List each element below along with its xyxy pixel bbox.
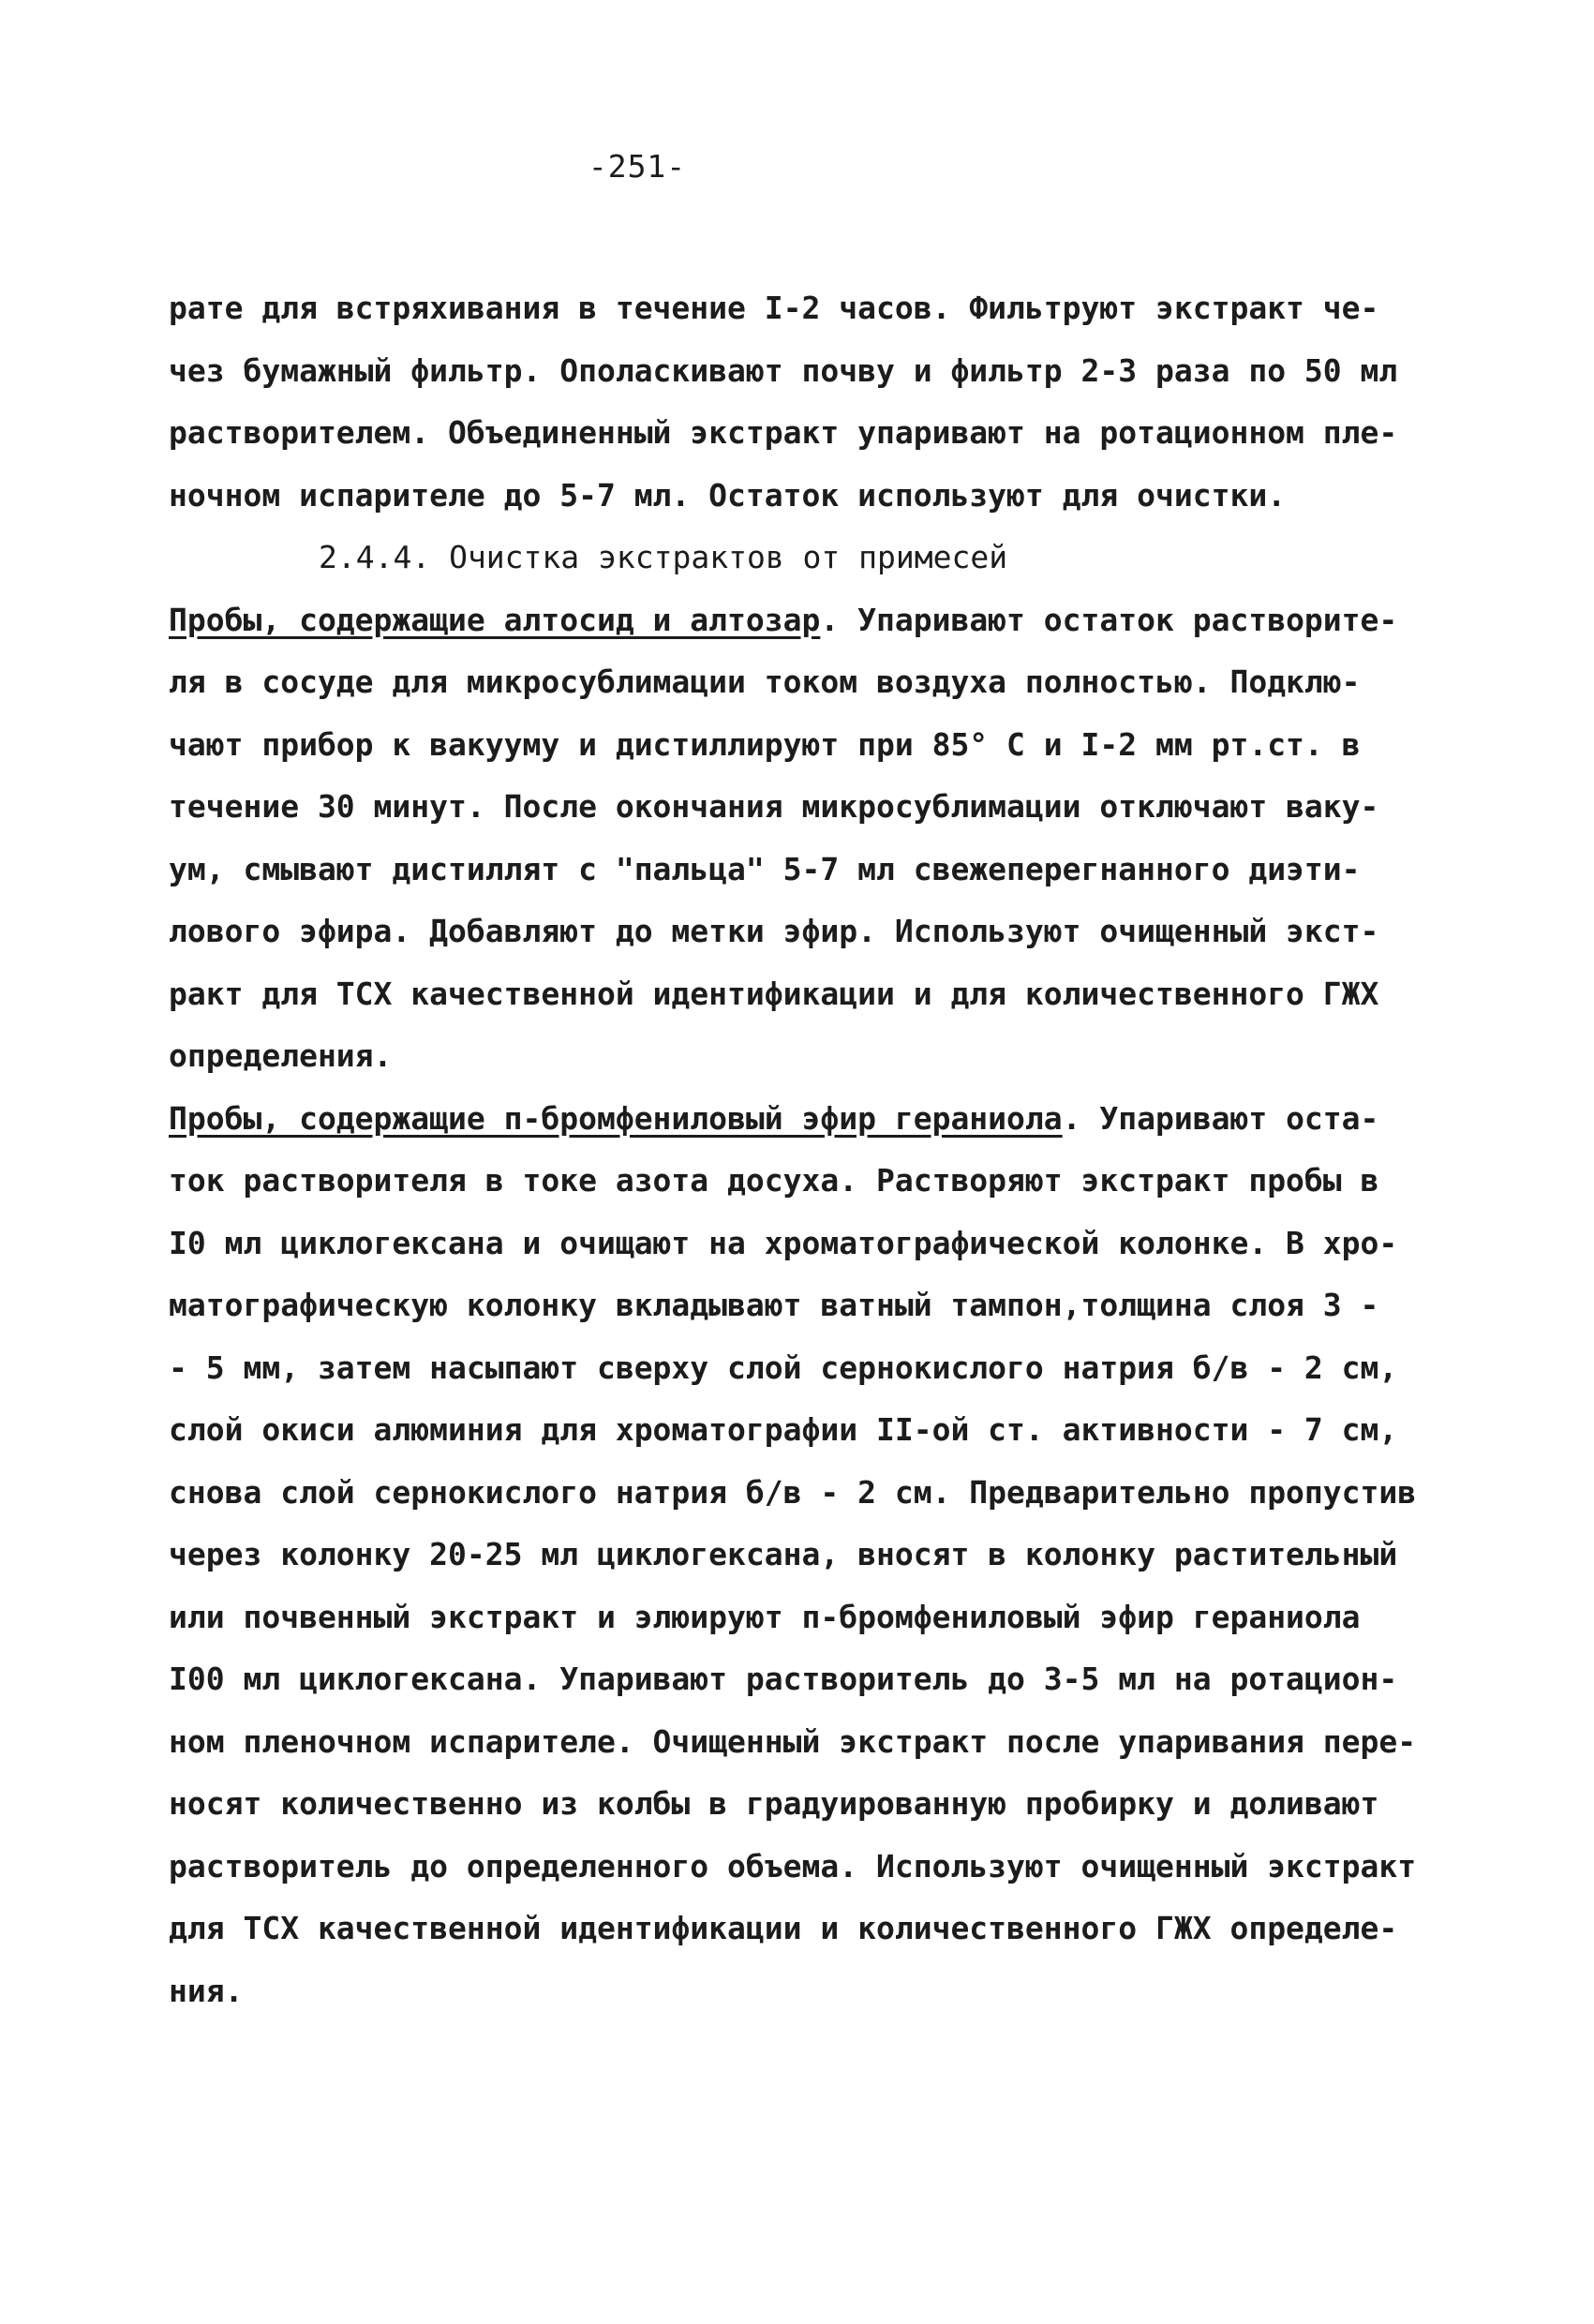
paragraph1-line-4: ночном испарителе до 5-7 мл. Остаток используют для очистки. [169, 476, 1287, 514]
paragraph2-line: чают прибор к вакууму и дистиллируют при 85° С и I-2 мм рт.ст. в [169, 725, 1361, 763]
paragraph3-line-1 [169, 1088, 1443, 1151]
paragraph3-lead: Пробы, содержащие п-бромфениловый эфир гераниола [169, 1099, 1063, 1137]
section-heading: 2.4.4. Очистка экстрактов от примесей [319, 539, 1008, 575]
paragraph3-line: матографическую колонку вкладывают ватный тампон,толщина слоя 3 - [169, 1287, 1379, 1323]
paragraph3-line: носят количественно из колбы в градуированную пробирку и доливают [169, 1785, 1379, 1822]
paragraph3-line: или почвенный экстракт и элюируют п-бромфениловый эфир гераниола [169, 1598, 1361, 1635]
paragraph2-line-1 [169, 589, 1443, 652]
paragraph1-line-1: рате для встряхивания в течение I-2 часов. Фильтруют экстракт че- [169, 290, 1379, 326]
paragraph3-line: I0 мл циклогексана и очищают на хроматографической колонке. В хро- [169, 1224, 1398, 1261]
paragraph3-line: для ТСХ качественной идентификации и количественного ГЖХ определе- [169, 1910, 1398, 1946]
paragraph3-first-rest: . Упаривают оста- [1062, 1099, 1379, 1137]
paragraph2-line: определения. [169, 1037, 393, 1074]
paragraph3-line: через колонку 20-25 мл циклогексана, вносят в колонку растительный [169, 1536, 1398, 1572]
paragraph1-line-2: чез бумажный фильтр. Ополаскивают почву и фильтр 2-3 раза по 50 мл [169, 351, 1398, 389]
paragraph2-line: ля в сосуде для микросублимации током воздуха полностью. Подклю- [169, 663, 1361, 700]
paragraph2-line: ракт для ТСХ качественной идентификации и для количественного ГЖХ [169, 975, 1379, 1012]
paragraph1-line-3: растворителем. Объединенный экстракт упаривают на ротационном пле- [169, 414, 1398, 451]
paragraph2-line: лового эфира. Добавляют до метки эфир. Используют очищенный экст- [169, 913, 1379, 949]
paragraph2-line: ум, смывают дистиллят с "пальца" 5-7 мл свежеперегнанного диэти- [169, 850, 1361, 887]
paragraph3-line: ном пленочном испарителе. Очищенный экстракт после упаривания пере- [169, 1722, 1417, 1760]
paragraph3-line: слой окиси алюминия для хроматографии II-ой ст. активности - 7 см, [169, 1411, 1398, 1448]
paragraph3-line: снова слой сернокислого натрия б/в - 2 см. Предварительно пропустив [169, 1473, 1417, 1511]
paragraph2-lead: Пробы, содержащие алтосид и алтозар [169, 601, 821, 638]
paragraph3-line: ния. [169, 1972, 244, 2009]
paragraph3-line: ток растворителя в токе азота досуха. Растворяют экстракт пробы в [169, 1162, 1379, 1199]
paragraph3-line: растворитель до определенного объема. Используют очищенный экстракт [169, 1847, 1417, 1885]
paragraph3-line: I00 мл циклогексана. Упаривают растворитель до 3-5 мл на ротацион- [169, 1661, 1398, 1697]
paragraph2-first-rest: . Упаривают остаток растворите- [820, 601, 1398, 638]
document-body [169, 277, 1443, 2022]
paragraph3-line: - 5 мм, затем насыпают сверху слой сернокислого натрия б/в - 2 см, [169, 1348, 1398, 1386]
page-number: -251- [588, 148, 687, 185]
paragraph2-line: течение 30 минут. После окончания микросублимации отключают ваку- [169, 788, 1379, 825]
